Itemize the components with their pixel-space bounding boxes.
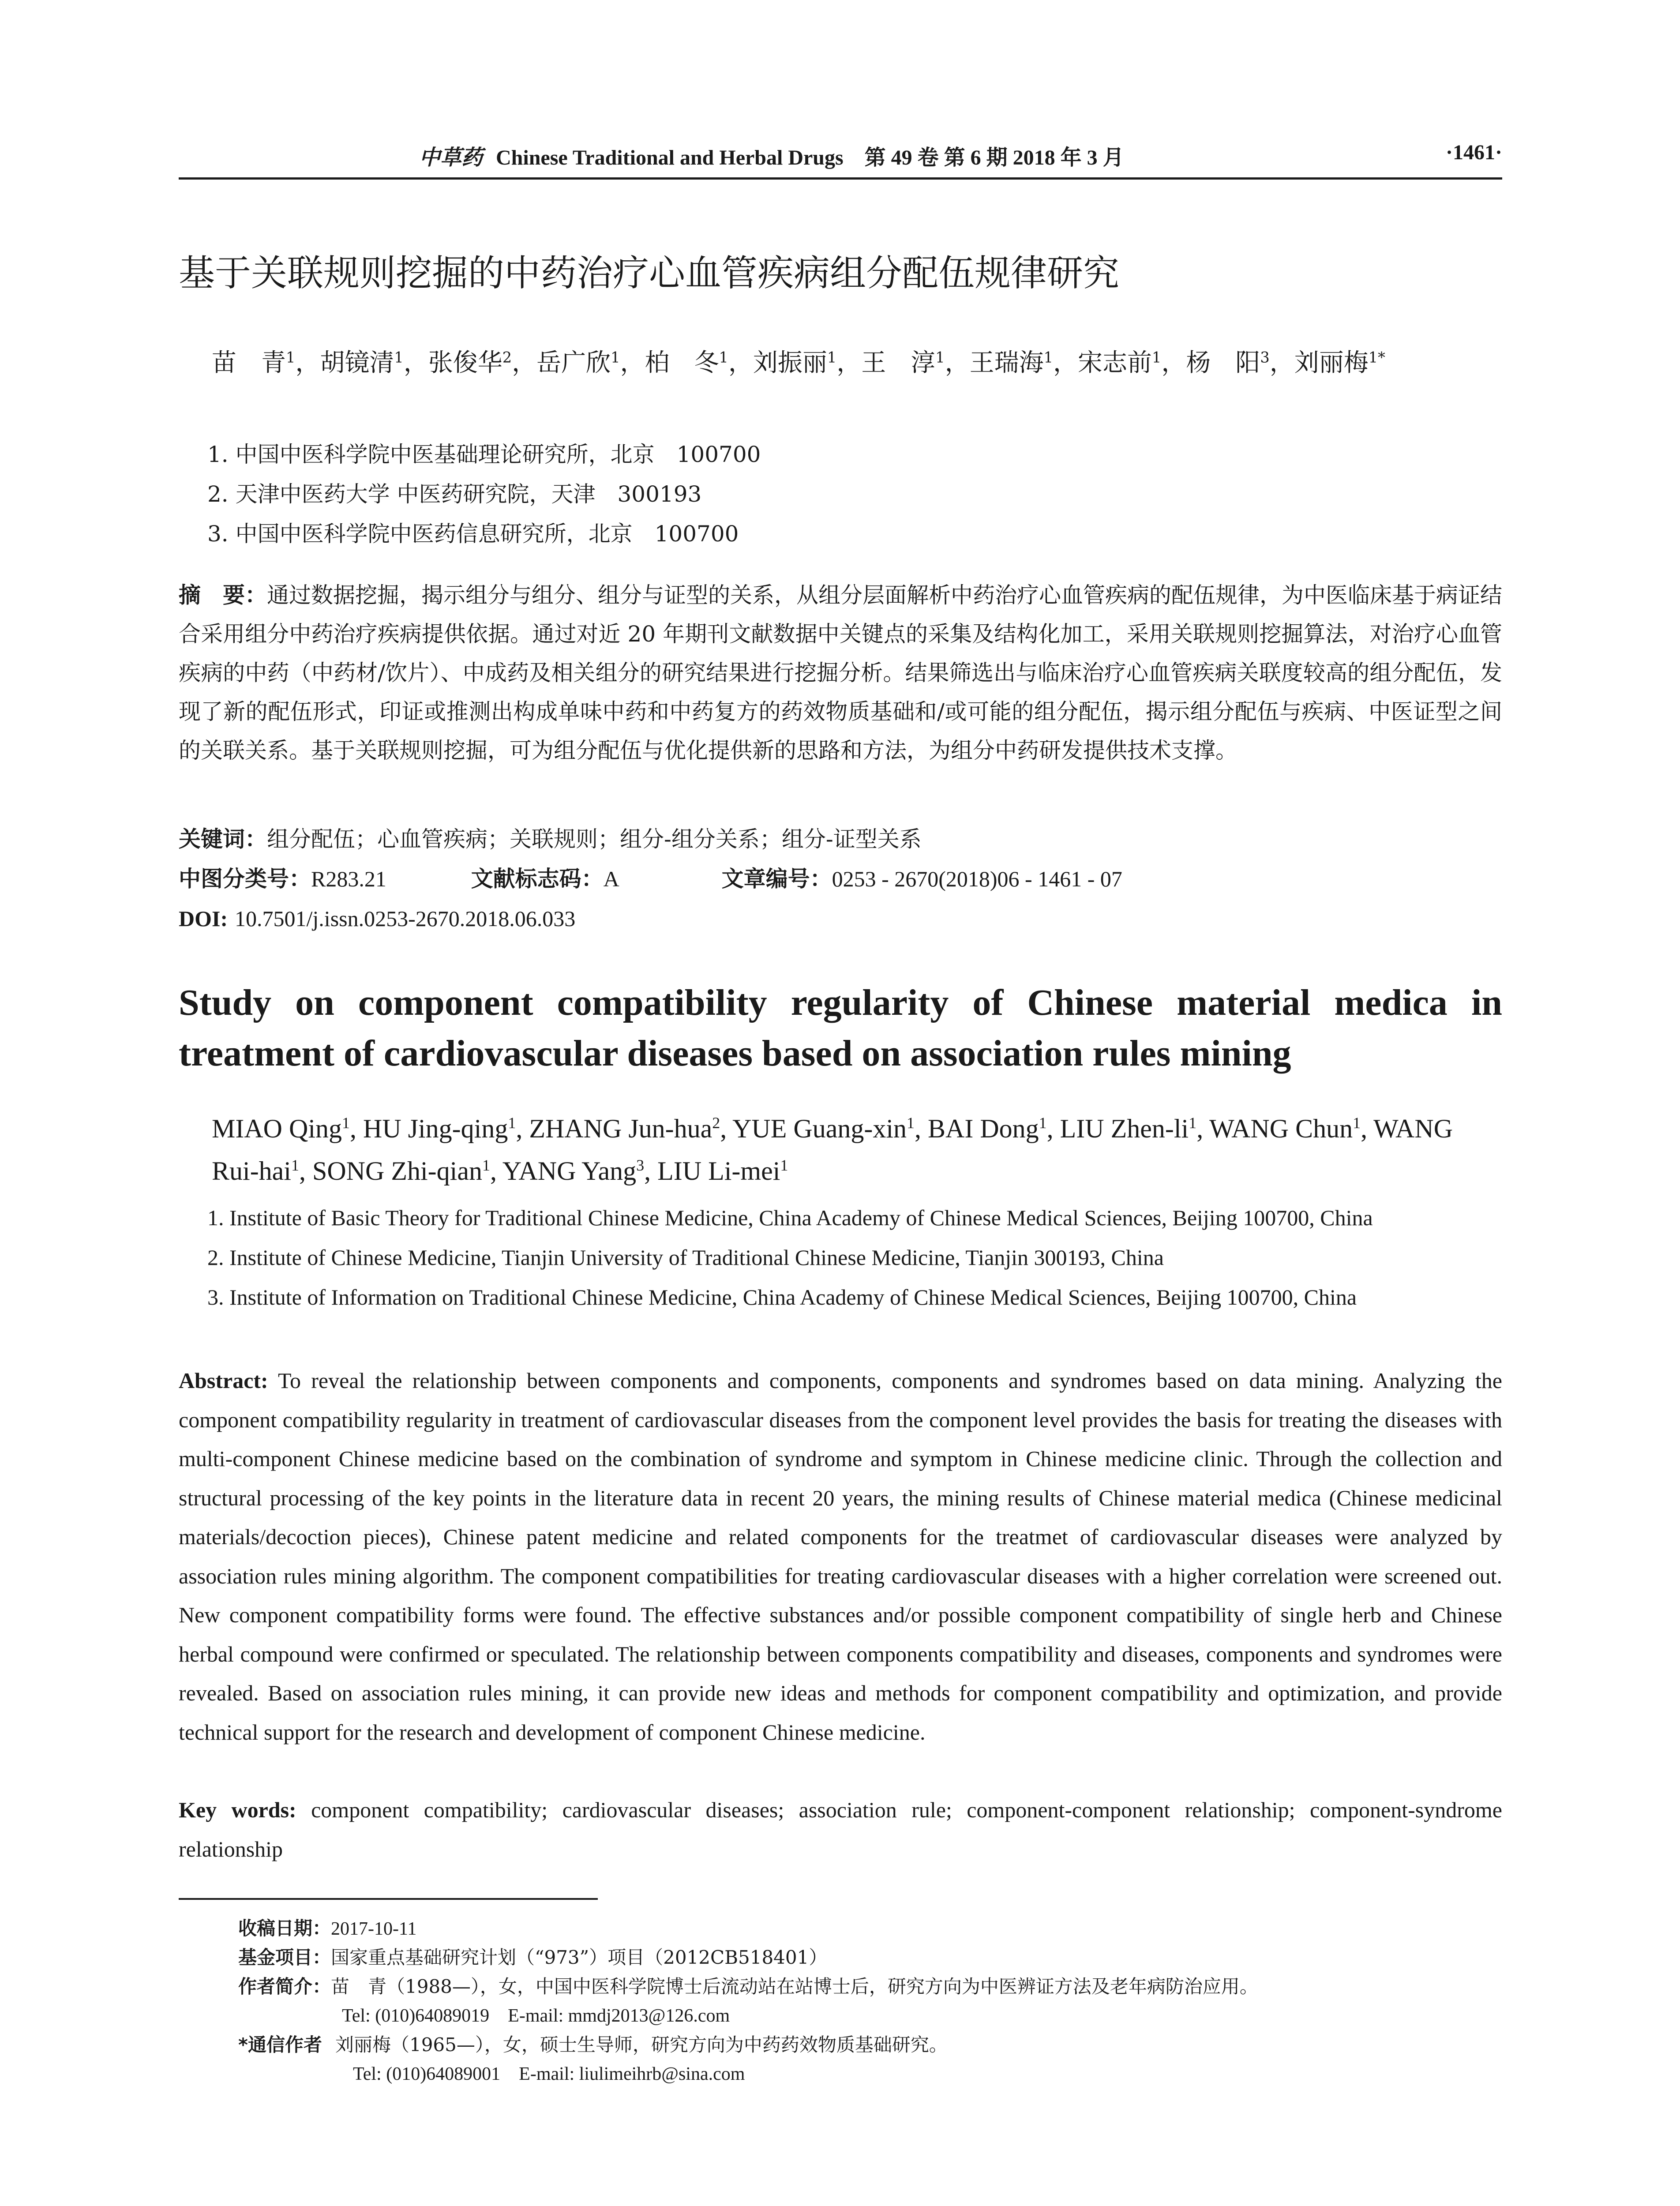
- doi-value: 10.7501/j.issn.0253-2670.2018.06.033: [235, 906, 576, 931]
- cn-author: [320, 349, 403, 377]
- english-abstract-label: Abstract:: [179, 1368, 268, 1393]
- cn-author-name: 王 淳: [861, 349, 936, 377]
- chinese-abstract-text: 通过数据挖掘，揭示组分与组分、组分与证型的关系，从组分层面解析中药治疗心血管疾病的配伍规律，为中医临床基于病证结合采用组分中药治疗疾病提供依据。通过对近 20 年期刊文献数据中关键点的采集及结构化加工，采用关联规则挖掘算法，对治疗心血管疾病的中药（中药材/饮片）、中成药及相关组分的研究结果进行挖掘分析。结果筛选出与临床治疗心血管疾病关联度较高的组分配伍，发现了新的配伍形式，印证或推测出构成单味中药和中药复方的药效物质基础和/或可能的组分配伍，揭示组分配伍与疾病、中医证型之间的关联关系。基于关联规则挖掘，可为组分配伍与优化提供新的思路和方法，为组分中药研发提供技术支撑。: [179, 582, 1502, 763]
- cn-author: [1078, 349, 1161, 377]
- cn-author-name: 王瑞海: [969, 349, 1044, 377]
- en-author: [312, 1156, 490, 1186]
- en-author: [1209, 1114, 1361, 1143]
- received-value: 2017-10-11: [331, 1919, 417, 1939]
- en-author-affiliation-mark: 1: [1353, 1114, 1361, 1132]
- chinese-keywords: [179, 822, 1502, 857]
- journal-info: Chinese Traditional and Herbal Drugs 第 49 卷 第 6 期 2018 年 3 月: [496, 146, 1124, 169]
- footnote-corresponding: [238, 2030, 1500, 2060]
- author-bio-value: 苗 青（1988—），女，中国中医科学院博士后流动站在站博士后，研究方向为中医辨证方法及老年病防治应用。: [331, 1976, 1258, 1997]
- english-title: Study on component compatibility regularity of Chinese material medica in treatment of cardiovascular diseases based on association rules mining: [179, 982, 1502, 1074]
- chinese-affiliation-1: 1. 中国中医科学院中医基础理论研究所，北京 100700: [207, 442, 761, 467]
- english-authors: MIAO Qing$^1$, HU Jing-qing$^1$, ZHANG Jun-hua$^2$, YUE Guang-xin$^1$, BAI Dong$^1$, LIU Zhen-$li^1$, WANG Chun$^1$, WANG Rui-hai$^1$, SONG Zhi-qian$^1$, YANG Yang$^3$, LIU Li-mei$^1$: [212, 1114, 1453, 1186]
- en-author-name: WANG Chun: [1209, 1114, 1353, 1143]
- cn-author-name: 刘丽梅: [1294, 349, 1369, 377]
- cn-author: [212, 349, 295, 377]
- en-author-affiliation-mark: 1: [508, 1114, 516, 1132]
- english-keywords-label: Key words:: [179, 1797, 296, 1822]
- cn-author-affiliation-mark: 1: [719, 349, 728, 366]
- en-author: [502, 1156, 644, 1186]
- cn-author-name: 杨 阳: [1186, 349, 1260, 377]
- en-author-name: LIU Zhen-li: [1060, 1114, 1189, 1143]
- cn-author-affiliation-mark: 2: [502, 349, 512, 366]
- en-author: [363, 1114, 516, 1143]
- cn-author-affiliation-mark: 3: [1260, 349, 1270, 366]
- en-author-affiliation-mark: 1: [291, 1156, 299, 1174]
- cn-author: [428, 349, 512, 377]
- english-keywords-text: component compatibility; cardiovascular diseases; association rule; component-component relationship; component-syndrome relationship: [179, 1797, 1502, 1861]
- footnote-received: [238, 1914, 1500, 1943]
- en-author: [1060, 1114, 1197, 1143]
- en-author: [657, 1156, 788, 1186]
- cn-author-affiliation-mark: 1: [611, 349, 620, 366]
- received-label: 收稿日期：: [238, 1917, 331, 1939]
- chinese-abstract-label: 摘 要：: [179, 582, 267, 608]
- cn-author: [753, 349, 836, 377]
- fund-value: 国家重点基础研究计划（“973”）项目（2012CB518401）: [331, 1947, 828, 1968]
- english-keywords: [179, 1790, 1502, 1868]
- articleno-value: 0253 - 2670(2018)06 - 1461 - 07: [832, 867, 1122, 891]
- en-author-name: MIAO Qing: [212, 1114, 342, 1143]
- en-author-affiliation-mark: 1: [780, 1156, 788, 1174]
- cn-author-name: 柏 冬: [645, 349, 719, 377]
- en-author: [212, 1114, 350, 1143]
- header-rule: [179, 177, 1502, 180]
- doccode-label: 文献标志码：: [471, 866, 604, 892]
- cn-author-affiliation-mark: 1: [394, 349, 404, 366]
- cn-author-affiliation-mark: 1: [286, 349, 296, 366]
- en-author-affiliation-mark: 1: [342, 1114, 350, 1132]
- cn-author: [1294, 349, 1385, 377]
- en-author-affiliation-mark: 3: [636, 1156, 645, 1174]
- chinese-affiliation-3: 3. 中国中医科学院中医药信息研究所，北京 100700: [207, 521, 739, 547]
- cn-author: [1186, 349, 1269, 377]
- en-author-affiliation-mark: 1: [1189, 1114, 1197, 1132]
- cn-author-name: 胡镜清: [320, 349, 394, 377]
- en-author-affiliation-mark: 1: [906, 1114, 915, 1132]
- en-author-affiliation-mark: 1: [1039, 1114, 1047, 1132]
- cn-author-name: 岳广欣: [536, 349, 611, 377]
- cn-author-name: 刘振丽: [753, 349, 827, 377]
- running-header: [179, 140, 1502, 176]
- footnote-author-contact: Tel: (010)64089019 E-mail: mmdj2013@126.com: [342, 2006, 730, 2026]
- doi-label: DOI:: [179, 906, 228, 931]
- clc-value: R283.21: [311, 867, 386, 891]
- doi-line: [179, 901, 1502, 936]
- en-author-name: SONG Zhi-qian: [312, 1156, 482, 1186]
- en-author-name: HU Jing-qing: [363, 1114, 508, 1143]
- en-author-affiliation-mark: 1: [482, 1156, 490, 1174]
- chinese-authors: 苗 青$^1$，胡镜清$^1$，张俊华$^2$，岳广欣$^1$，柏 冬$^1$，刘振丽$^1$，王 淳$^1$，王瑞海$^1$，宋志前$^1$，杨 阳$^3$，刘丽梅$^{1*}$: [212, 349, 1385, 377]
- footnote-fund: [238, 1943, 1500, 1972]
- cn-author: [970, 349, 1053, 377]
- cn-author-name: 宋志前: [1078, 349, 1152, 377]
- chinese-keywords-label: 关键词：: [179, 826, 267, 852]
- english-abstract-text: To reveal the relationship between components and components, components and syndromes based on data mining. Analyzing the component compatibility regularity in treatment of cardiovascular diseases from the component level provides the basis for treating the diseases with multi-component Chinese medicine based on the combination of syndrome and symptom in Chinese medicine clinic. Through the collection and structural processing of the key points in the literature data in recent 20 years, the mining results of Chinese material medica (Chinese medicinal materials/decoction pieces), Chinese patent medicine and related components for the treatmet of cardiovascular diseases were analyzed by association rules mining algorithm. The component compatibilities for treating cardiovascular diseases with a higher correlation were screened out. New component compatibility forms were found. The effective substances and/or possible component compatibility of single herb and Chinese herbal compound were confirmed or speculated. The relationship between components compatibility and diseases, components and syndromes were revealed. Based on association rules mining, it can provide new ideas and methods for component compatibility and optimization, and provide technical support for the research and development of component Chinese medicine.: [179, 1368, 1502, 1745]
- cn-author: [861, 349, 945, 377]
- fund-label: 基金项目：: [238, 1947, 331, 1968]
- journal-header: [419, 140, 1434, 171]
- english-affiliation-1: 1. Institute of Basic Theory for Traditional Chinese Medicine, China Academy of Chinese Medical Sciences, Beijing 100700, China: [207, 1205, 1373, 1230]
- author-bio-label: 作者简介：: [238, 1976, 331, 1997]
- cn-author-affiliation-mark: 1: [1043, 349, 1053, 366]
- articleno-label: 文章编号：: [721, 866, 832, 892]
- en-author-name: BAI Dong: [927, 1114, 1039, 1143]
- en-author-name: LIU Li-mei: [657, 1156, 780, 1186]
- chinese-abstract: [179, 576, 1502, 770]
- english-affiliation-3: 3. Institute of Information on Traditional Chinese Medicine, China Academy of Chinese Medical Sciences, Beijing 100700, China: [207, 1285, 1357, 1309]
- footnote-corresponding-contact: Tel: (010)64089001 E-mail: liulimeihrb@sina.com: [353, 2064, 745, 2084]
- en-author-name: ZHANG Jun-hua: [529, 1114, 712, 1143]
- en-author-name: WANG Rui-hai: [212, 1114, 1453, 1186]
- classification-line: [179, 861, 1502, 897]
- footnote-author: [238, 1972, 1500, 2001]
- en-author: [529, 1114, 720, 1143]
- chinese-affiliation-2: 2. 天津中医药大学 中医药研究院，天津 300193: [207, 481, 702, 507]
- clc-label: 中图分类号：: [179, 866, 311, 892]
- cn-author-affiliation-mark: 1: [827, 349, 837, 366]
- corresponding-value: 刘丽梅（1965—），女，硕士生导师，研究方向为中药药效物质基础研究。: [335, 2034, 948, 2056]
- journal-logo: 中草药: [419, 145, 483, 170]
- en-author: [928, 1114, 1047, 1143]
- cn-author-affiliation-mark: 1: [1152, 349, 1162, 366]
- cn-author: [536, 349, 620, 377]
- cn-author-name: 张俊华: [428, 349, 502, 377]
- cn-author-affiliation-mark: 1*: [1368, 349, 1385, 366]
- corresponding-label: *通信作者: [238, 2034, 322, 2056]
- page-number: ·1461·: [1445, 141, 1502, 164]
- doccode-value: A: [603, 867, 619, 891]
- english-abstract: [179, 1361, 1502, 1752]
- cn-author-name: 苗 青: [212, 349, 286, 377]
- en-author-name: YANG Yang: [502, 1156, 637, 1186]
- footnote-rule: [179, 1898, 598, 1900]
- english-affiliation-2: 2. Institute of Chinese Medicine, Tianjin University of Traditional Chinese Medicine, Tianjin 300193, China: [207, 1245, 1164, 1270]
- chinese-keywords-text: 组分配伍；心血管疾病；关联规则；组分-组分关系；组分-证型关系: [267, 826, 922, 852]
- chinese-title: 基于关联规则挖掘的中药治疗心血管疾病组分配伍规律研究: [179, 252, 1120, 294]
- en-author-affiliation-mark: 2: [712, 1114, 720, 1132]
- en-author-name: YUE Guang-xin: [732, 1114, 907, 1143]
- cn-author-affiliation-mark: 1: [935, 349, 945, 366]
- cn-author: [645, 349, 728, 377]
- en-author: [732, 1114, 915, 1143]
